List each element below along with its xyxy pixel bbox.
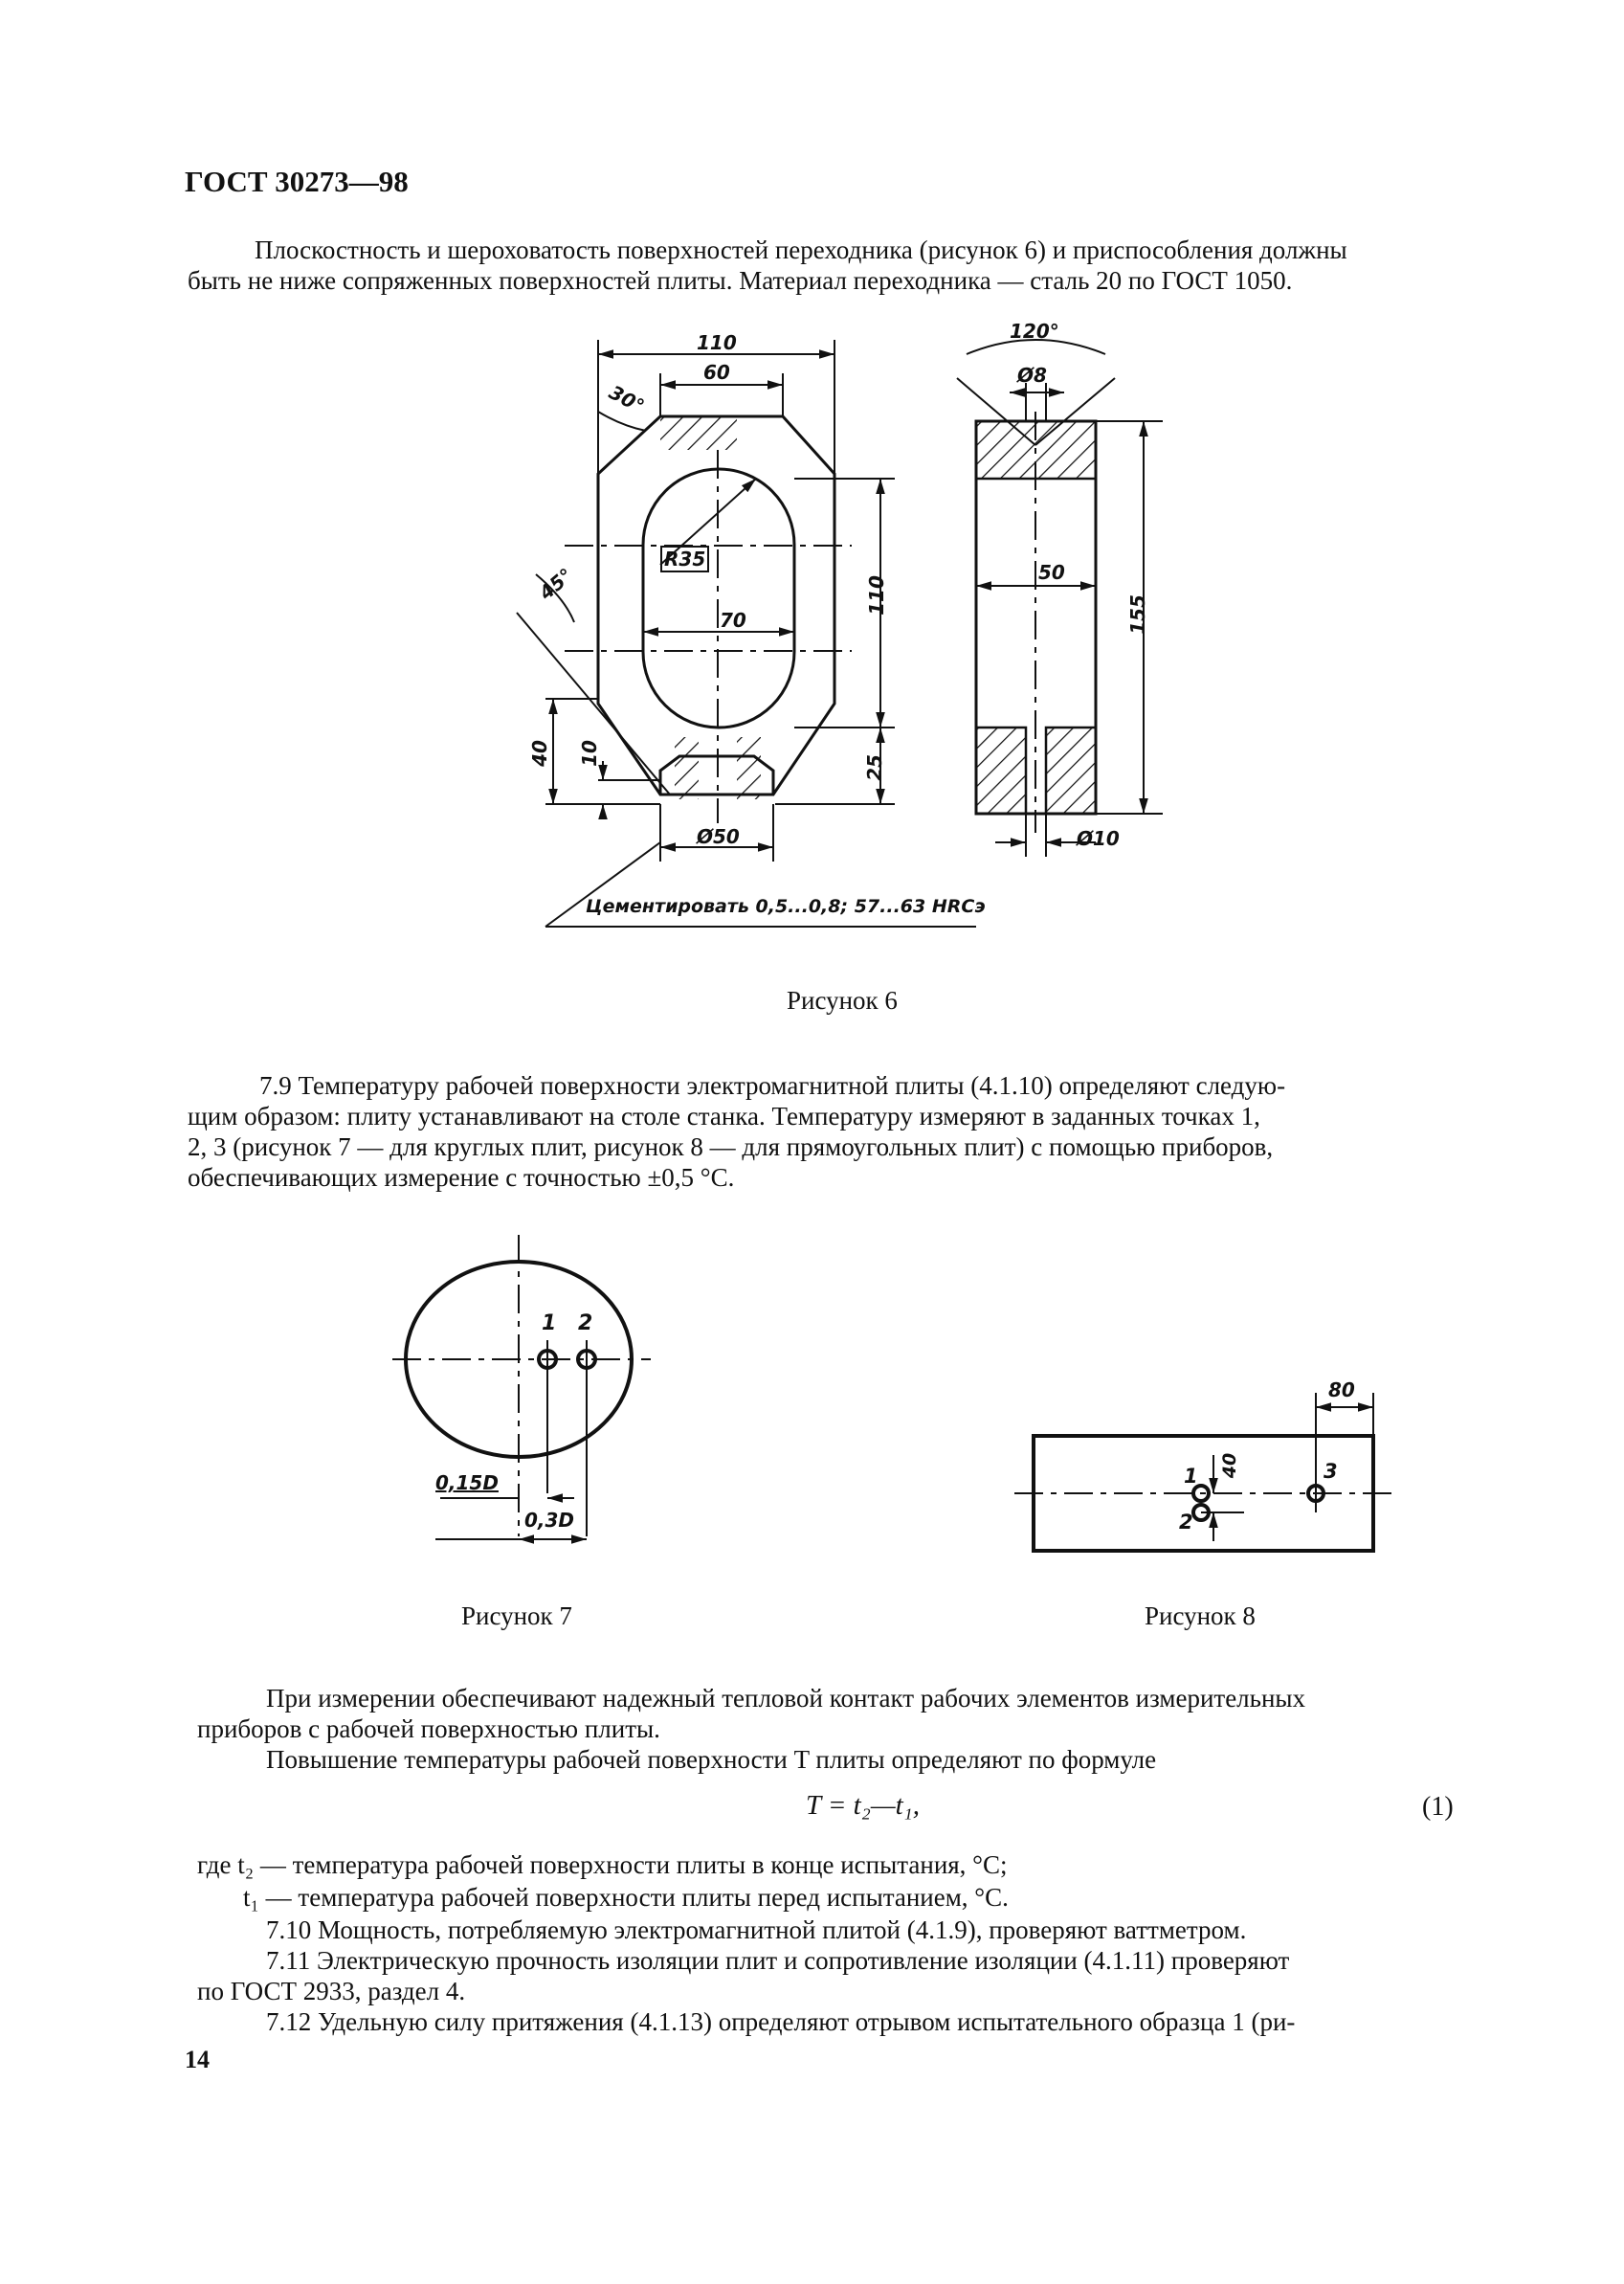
page-header-title: ГОСТ 30273—98 — [185, 165, 409, 198]
dim-width-70: 70 — [720, 609, 746, 632]
dim-height-110: 110 — [864, 575, 888, 616]
section-7-9-line-1: 7.9 Температуру рабочей поверхности электромагнитной плиты (4.1.10) определяют следую- — [259, 1071, 1286, 1100]
dim-diameter-50: Ø50 — [697, 825, 740, 848]
measurement-paragraph — [197, 1683, 1506, 1744]
where-line-2: t₁ — температура рабочей поверхности плиты перед испытанием, °С. — [243, 1883, 1009, 1912]
figure-8-label-1: 1 — [1184, 1465, 1198, 1488]
dim-width-50: 50 — [1038, 561, 1065, 584]
figure-6-caption: Рисунок 6 — [787, 986, 898, 1015]
figure-7-dim-015d: 0,15D — [435, 1471, 499, 1494]
section-7-9-line-2: щим образом: плиту устанавливают на столе станка. Температуру измеряют в заданных точках 1, — [188, 1102, 1260, 1131]
dim-height-155: 155 — [1125, 594, 1149, 635]
section-7-9-line-4: обеспечивающих измерение с точностью ±0,5 °С. — [188, 1163, 735, 1192]
figure-6-drawing — [498, 316, 1206, 948]
dim-width-110: 110 — [697, 331, 737, 354]
dim-height-25: 25 — [862, 754, 886, 781]
intro-line-2: быть не ниже сопряженных поверхностей плиты. Материал переходника — сталь 20 по ГОСТ 1050. — [188, 266, 1293, 295]
figure-7-label-2: 2 — [578, 1311, 593, 1335]
formula: T = t₂—t₁, — [806, 1790, 920, 1821]
dim-diameter-10: Ø10 — [1077, 827, 1120, 850]
dim-angle-120: 120° — [1010, 320, 1059, 343]
figure-7-dim-03d: 0,3D — [524, 1509, 575, 1532]
formula-intro: Повышение температуры рабочей поверхности T плиты определяют по формуле — [266, 1745, 1157, 1774]
intro-line-1: Плоскостность и шероховатость поверхностей переходника (рисунок 6) и приспособления должны — [255, 235, 1347, 264]
section-7-9-paragraph — [188, 1070, 1499, 1193]
figure-8-dim-40: 40 — [1219, 1452, 1241, 1479]
adapter-body-outline — [598, 416, 834, 795]
figure-7-label-1: 1 — [542, 1311, 557, 1335]
figure-6-note: Цементировать 0,5...0,8; 57...63 HRCэ — [586, 896, 986, 917]
dim-diameter-8: Ø8 — [1017, 364, 1047, 387]
section-7-9-line-3: 2, 3 (рисунок 7 — для круглых плит, рисунок 8 — для прямоугольных плит) с помощью приборов, — [188, 1132, 1274, 1161]
section-7-10: 7.10 Мощность, потребляемую электромагнитной плитой (4.1.9), проверяют ваттметром. — [266, 1915, 1247, 1944]
section-7-11 — [197, 1945, 1506, 2006]
section-7-11-line-2: по ГОСТ 2933, раздел 4. — [197, 1977, 466, 2005]
figure-7-caption: Рисунок 7 — [461, 1601, 572, 1630]
dim-angle-30: 30° — [605, 380, 649, 418]
page-number: 14 — [185, 2046, 210, 2073]
figure-8-caption: Рисунок 8 — [1145, 1601, 1256, 1630]
dim-angle-45: 45° — [534, 563, 578, 605]
section-7-12: 7.12 Удельную силу притяжения (4.1.13) определяют отрывом испытательного образца 1 (ри- — [266, 2007, 1296, 2036]
measurement-line-1: При измерении обеспечивают надежный тепловой контакт рабочих элементов измерительных — [266, 1684, 1306, 1713]
figure-8-label-2: 2 — [1179, 1511, 1193, 1534]
dim-height-40: 40 — [527, 740, 551, 767]
figure-8-dim-80: 80 — [1328, 1378, 1355, 1401]
measurement-line-2: приборов с рабочей поверхностью плиты. — [197, 1714, 660, 1743]
dim-height-10: 10 — [577, 740, 601, 767]
where-line-1: где t₂ — температура рабочей поверхности плиты в конце испытания, °С; — [197, 1850, 1008, 1879]
section-7-11-line-1: 7.11 Электрическую прочность изоляции плит и сопротивление изоляции (4.1.11) проверяют — [266, 1946, 1290, 1975]
dim-width-60: 60 — [703, 361, 730, 384]
dim-radius-r35: R35 — [660, 546, 709, 572]
intro-paragraph — [188, 235, 1494, 296]
formula-number: (1) — [1422, 1792, 1454, 1822]
figure-8-label-3: 3 — [1324, 1460, 1338, 1483]
